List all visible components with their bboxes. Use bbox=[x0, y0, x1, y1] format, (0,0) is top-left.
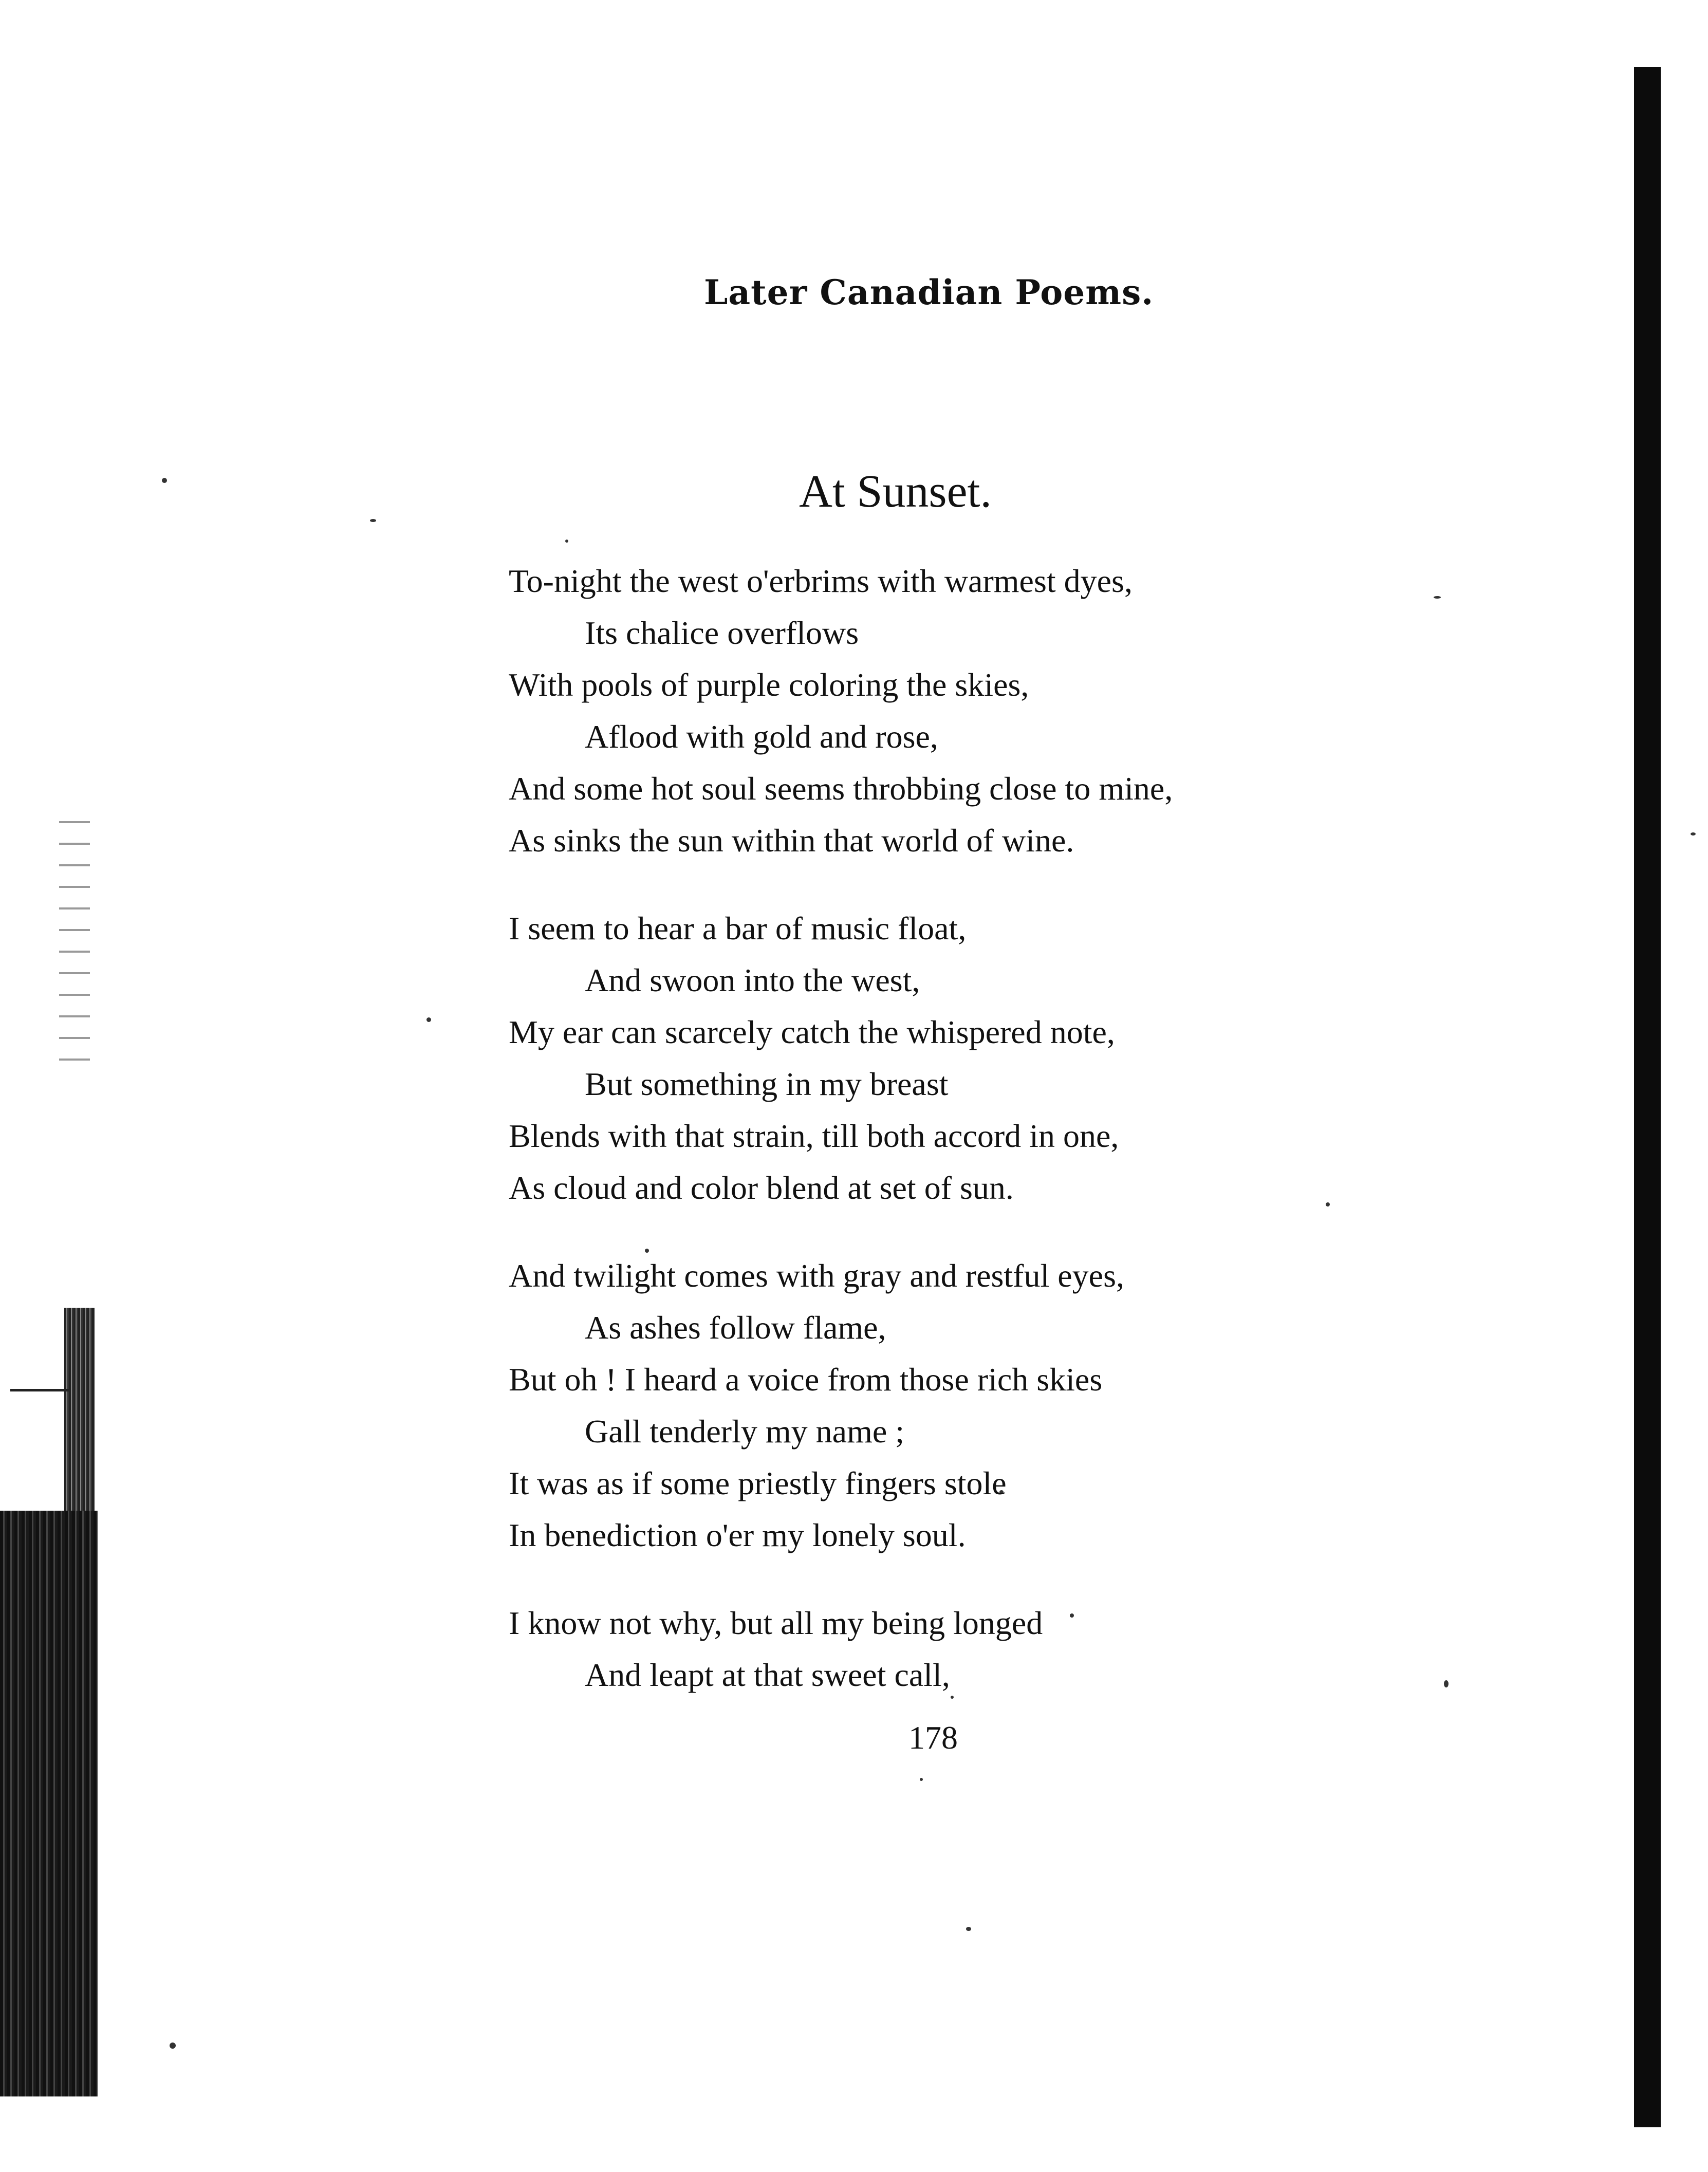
poem-line: Its chalice overflows bbox=[585, 615, 859, 651]
poem-line: My ear can scarcely catch the whispered note, bbox=[509, 1014, 1115, 1050]
poem-title: At Sunset. bbox=[799, 466, 992, 517]
speck bbox=[966, 1927, 971, 1931]
speck bbox=[162, 478, 167, 483]
speck bbox=[170, 2043, 176, 2049]
poem-line: And some hot soul seems throbbing close to mine, bbox=[509, 770, 1173, 807]
poem-line: In benediction o'er my lonely soul. bbox=[509, 1517, 966, 1553]
stanza bbox=[509, 1597, 1382, 1701]
poem-line: As sinks the sun within that world of wine. bbox=[509, 822, 1074, 859]
left-edge-rule bbox=[10, 1389, 69, 1391]
running-header: Later Canadian Poems. bbox=[704, 272, 1154, 312]
poem-line: I know not why, but all my being longed bbox=[509, 1605, 1043, 1641]
speck bbox=[1434, 596, 1441, 599]
poem-line: With pools of purple coloring the skies, bbox=[509, 666, 1029, 703]
poem-line: Gall tenderly my name ; bbox=[585, 1413, 905, 1450]
poem-line: As ashes follow flame, bbox=[585, 1309, 886, 1346]
poem-line: But oh ! I heard a voice from those rich skies bbox=[509, 1361, 1103, 1398]
speck bbox=[426, 1017, 431, 1022]
poem-line: Aflood with gold and rose, bbox=[585, 718, 938, 755]
binding-shadow-strip bbox=[1634, 67, 1661, 2127]
left-edge-scan-artifact-upper bbox=[64, 1308, 95, 1511]
stanza bbox=[509, 555, 1382, 866]
speck bbox=[370, 519, 376, 522]
speck bbox=[1444, 1680, 1449, 1687]
poem-line: It was as if some priestly fingers stole bbox=[509, 1465, 1007, 1501]
poem-body bbox=[509, 555, 1382, 1737]
poem-line: As cloud and color blend at set of sun. bbox=[509, 1169, 1014, 1206]
speck bbox=[565, 540, 568, 543]
poem-line: And swoon into the west, bbox=[585, 962, 920, 998]
stanza bbox=[509, 902, 1382, 1214]
poem-line: And leapt at that sweet call, bbox=[585, 1657, 950, 1693]
poem-line: But something in my breast bbox=[585, 1066, 949, 1102]
poem-line: To-night the west o'erbrims with warmest dyes, bbox=[509, 563, 1133, 599]
poem-line: I seem to hear a bar of music float, bbox=[509, 910, 967, 946]
left-edge-ticks bbox=[59, 802, 90, 1069]
poem-line: Blends with that strain, till both accord in one, bbox=[509, 1118, 1119, 1154]
speck bbox=[920, 1778, 923, 1781]
left-edge-scan-artifact bbox=[0, 1511, 98, 2096]
stanza bbox=[509, 1250, 1382, 1561]
page-number: 178 bbox=[908, 1719, 958, 1756]
poem-line: And twilight comes with gray and restful eyes, bbox=[509, 1257, 1124, 1294]
speck bbox=[1691, 832, 1696, 836]
